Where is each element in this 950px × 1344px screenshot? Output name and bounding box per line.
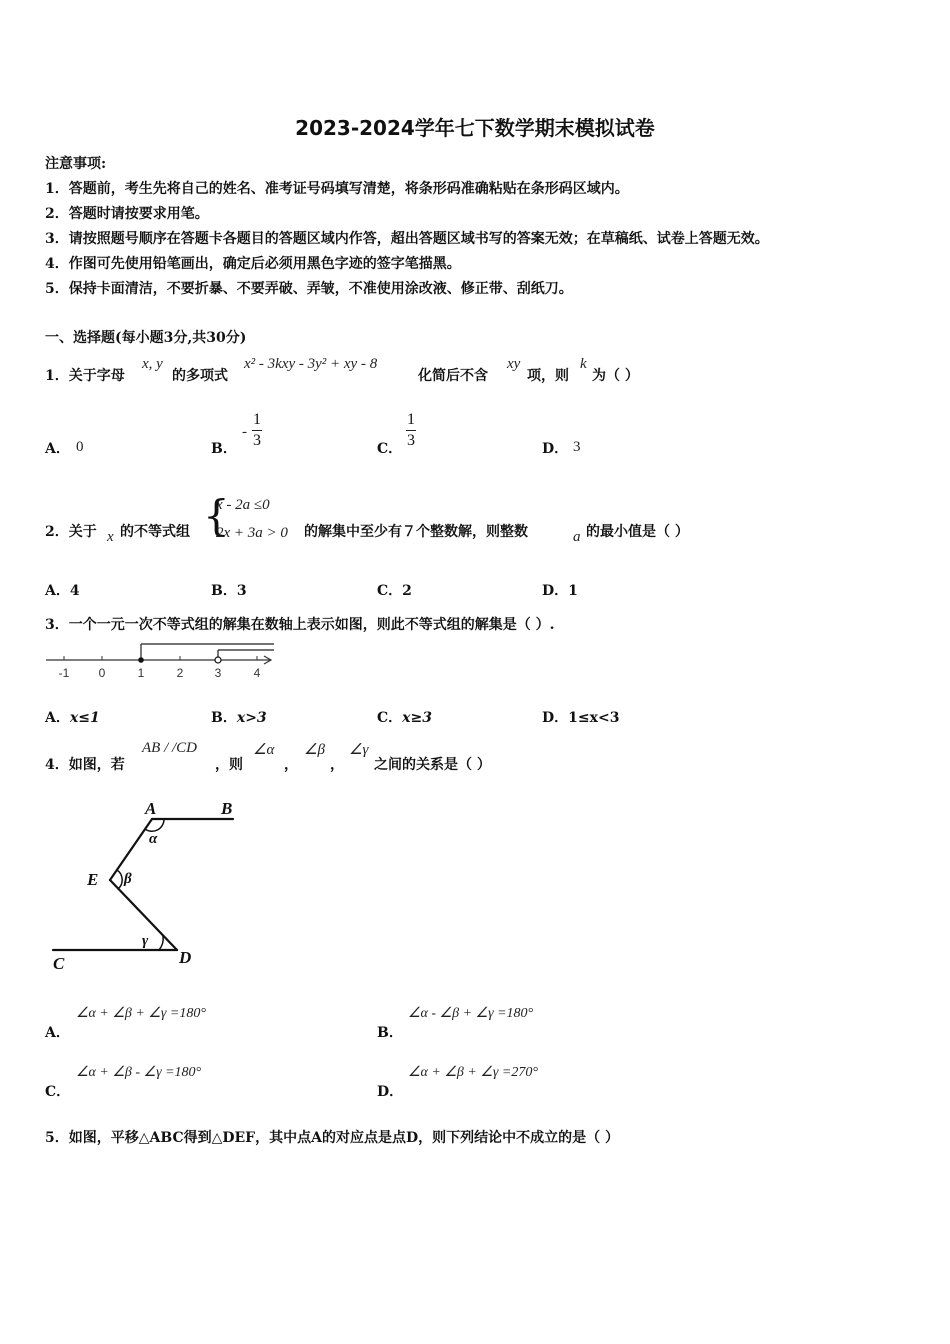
open-dot-icon: [215, 657, 221, 663]
q4-angle-gamma: ∠γ: [349, 742, 369, 758]
point-label-c: C: [53, 954, 65, 973]
q5-stem: 5．如图，平移△ABC得到△DEF，其中点A的对应点是点D，则下列结论中不成立的是（ ）: [45, 1130, 619, 1146]
q1-text: 的多项式: [172, 368, 228, 384]
q3-stem: 3．一个一元一次不等式组的解集在数轴上表示如图，则此不等式组的解集是（ ）.: [45, 617, 555, 633]
tick-label: 3: [214, 666, 222, 680]
q4-angle-alpha: ∠α: [253, 742, 275, 758]
q1-polynomial: x² - 3kxy - 3y² + xy - 8: [244, 356, 378, 372]
q3-option-c: C．x≥3: [377, 710, 432, 726]
q2-option-d: D．1: [542, 583, 578, 599]
q4-text: ，: [284, 757, 298, 773]
q1-option-d-label: D．: [542, 441, 569, 457]
q3-option-a: A．x≤1: [45, 710, 100, 726]
angle-label-gamma: γ: [142, 933, 149, 949]
notice-item: 2．答题时请按要求用笔。: [45, 206, 209, 222]
q4-option-a-value: ∠α + ∠β + ∠γ =180°: [76, 1006, 206, 1021]
number-line: [42, 640, 282, 682]
q2-x: x: [107, 529, 114, 545]
q2-text: 的解集中至少有７个整数解，则整数: [304, 524, 528, 540]
tick-label: -1: [58, 666, 70, 680]
tick-label: 1: [137, 666, 145, 680]
q4-text: ，则: [215, 757, 243, 773]
q1-option-a-value: 0: [76, 439, 84, 455]
q1-text: 化简后不含: [418, 368, 488, 384]
q1-option-b-fraction: $\frac{1}{3}$: [253, 411, 261, 449]
point-label-a: A: [145, 799, 157, 818]
q4-text: ，: [330, 757, 344, 773]
tick-label: 0: [98, 666, 106, 680]
q1-option-b-sign: -: [242, 424, 247, 440]
q1-option-d-value: 3: [573, 439, 581, 455]
point-label-d: D: [179, 948, 192, 967]
q2-option-c: C．2: [377, 583, 412, 599]
q2-text: 2．关于: [45, 524, 97, 540]
q1-k: k: [580, 356, 587, 372]
q1-text: 为（ ）: [592, 368, 639, 384]
q2-a: a: [573, 529, 581, 545]
q2-option-a: A．4: [45, 583, 80, 599]
q1-option-a-label: A．: [45, 441, 70, 457]
q2-inequality-1: x - 2a ≤0: [216, 497, 270, 513]
q4-option-a-label: A．: [45, 1025, 70, 1041]
tick-label: 4: [253, 666, 261, 680]
q2-inequality-2: 2x + 3a > 0: [216, 525, 288, 541]
section-heading: 一、选择题(每小题3分,共30分): [45, 330, 247, 346]
q1-text: 1．关于字母: [45, 368, 125, 384]
notice-item: 3．请按照题号顺序在答题卡各题目的答题区域内作答，超出答题区域书写的答案无效；在草稿纸、试卷上答题无效。: [45, 231, 769, 247]
q1-option-b-label: B．: [211, 441, 237, 457]
q4-text: 4．如图，若: [45, 757, 125, 773]
q4-condition: AB / /CD: [142, 740, 197, 756]
q4-option-d-label: D．: [377, 1084, 404, 1100]
point-label-e: E: [87, 870, 99, 889]
left-brace-icon: {: [203, 491, 230, 540]
geometry-figure: [45, 795, 245, 975]
q1-vars: x, y: [142, 356, 163, 372]
page-title: 2023-2024学年七下数学期末模拟试卷: [295, 116, 655, 140]
q1-xy: xy: [507, 356, 521, 372]
q4-option-c-value: ∠α + ∠β - ∠γ =180°: [76, 1065, 202, 1080]
q4-option-b-label: B．: [377, 1025, 403, 1041]
q4-angle-beta: ∠β: [304, 742, 325, 758]
angle-label-beta: β: [124, 871, 132, 887]
angle-gamma-arc: [159, 936, 163, 950]
q3-option-d: D．1≤x<3: [542, 710, 620, 726]
notice-item: 4．作图可先使用铅笔画出，确定后必须用黑色字迹的签字笔描黑。: [45, 256, 461, 272]
notice-item: 5．保持卡面清洁，不要折暴、不要弄破、弄皱，不准使用涂改液、修正带、刮纸刀。: [45, 281, 573, 297]
angle-beta-arc: [117, 870, 122, 889]
q4-option-d-value: ∠α + ∠β + ∠γ =270°: [408, 1065, 538, 1080]
q3-option-b: B．x>3: [211, 710, 267, 726]
notice-heading: 注意事项:: [45, 156, 107, 172]
q1-option-c-fraction: $\frac{1}{3}$: [407, 411, 415, 449]
q4-option-c-label: C．: [45, 1084, 71, 1100]
notice-item: 1．答题前，考生先将自己的姓名、准考证号码填写清楚，将条形码准确粘贴在条形码区域内。: [45, 181, 629, 197]
q2-text: 的不等式组: [120, 524, 190, 540]
angle-label-alpha: α: [149, 831, 158, 847]
q1-text: 项，则: [527, 368, 569, 384]
q1-option-c-label: C．: [377, 441, 403, 457]
tick-label: 2: [176, 666, 184, 680]
closed-dot-icon: [138, 657, 144, 663]
q2-text: 的最小值是（ ）: [586, 524, 689, 540]
q2-option-b: B．3: [211, 583, 247, 599]
point-label-b: B: [221, 799, 233, 818]
q4-text: 之间的关系是（ ）: [374, 757, 491, 773]
q4-option-b-value: ∠α - ∠β + ∠γ =180°: [408, 1006, 534, 1021]
